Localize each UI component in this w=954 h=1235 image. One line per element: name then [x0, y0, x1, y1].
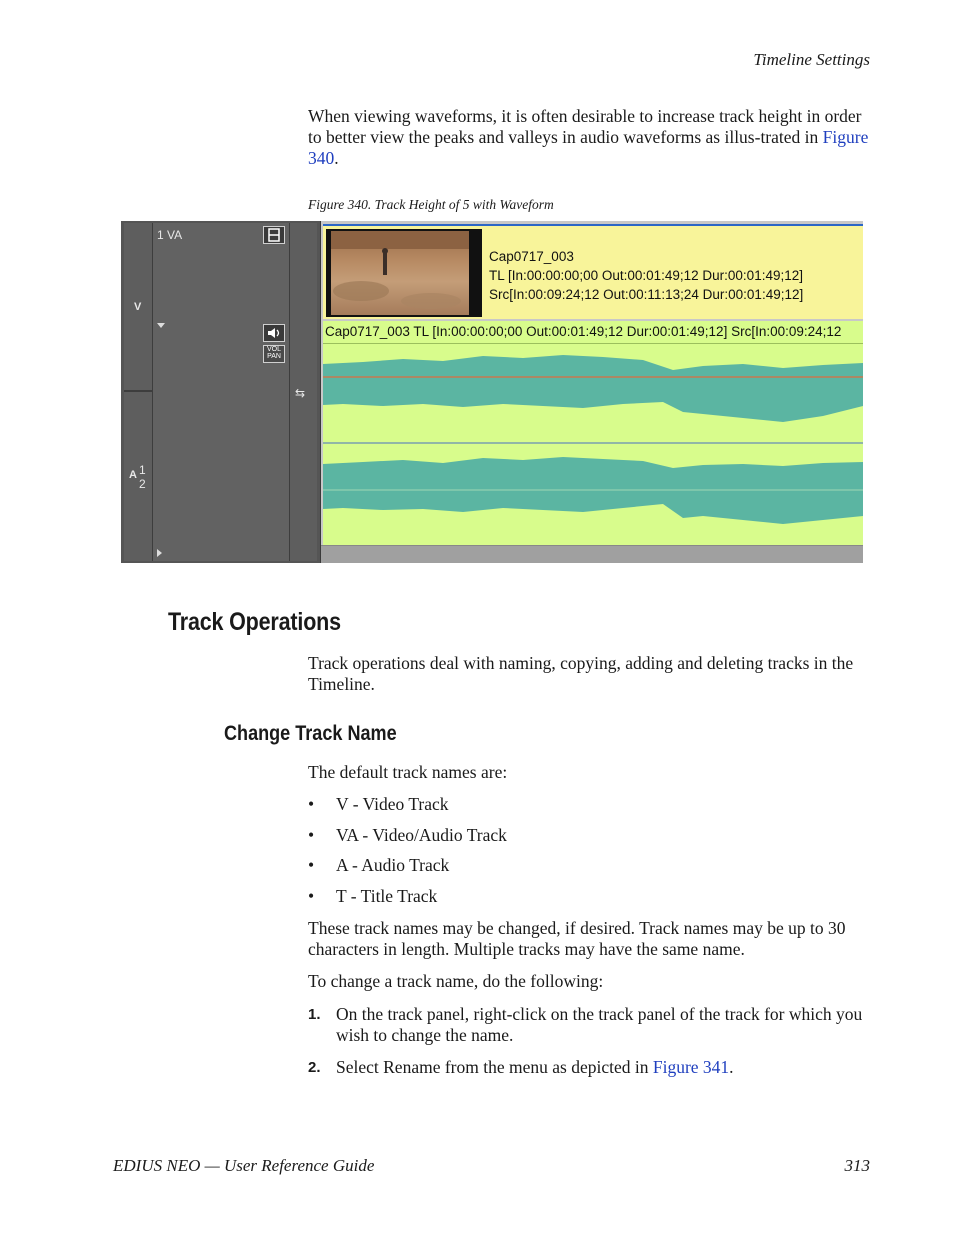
step-number: 1.: [308, 1006, 321, 1023]
list-item-text: VA - Video/Audio Track: [336, 825, 507, 845]
figure-340-link[interactable]: Figure 340: [308, 127, 869, 168]
list-item-text: T - Title Track: [336, 886, 438, 906]
clip-source-info: Src[In:00:09:24;12 Out:00:11:13;24 Dur:00:01:49;12]: [489, 287, 804, 302]
timeline-area: [321, 221, 863, 563]
audio-waveform: [323, 344, 863, 545]
section-paragraph: Track operations deal with naming, copying, adding and deleting tracks in the Timeline.: [308, 653, 854, 694]
clip-name: Cap0717_003: [489, 249, 574, 264]
audio-channel-1: 1: [139, 463, 146, 477]
audio-channel-2: 2: [139, 477, 146, 491]
list-item: • T - Title Track: [308, 886, 438, 906]
intro-text: When viewing waveforms, it is often desirable to increase track height in order to better view the peaks and valleys in audio waveforms as illus-trated in: [308, 106, 862, 147]
timeline-scrollbar[interactable]: [321, 545, 863, 563]
vol-pan-icon[interactable]: VOL PAN: [263, 345, 285, 363]
step-item: [308, 1004, 870, 1046]
names-paragraph: These track names may be changed, if desired. Track names may be up to 30 characters in length. Multiple tracks may have the same name.: [308, 918, 846, 959]
step-number: 2.: [308, 1059, 321, 1076]
expand-arrow-icon[interactable]: [157, 549, 162, 557]
video-clip[interactable]: [323, 224, 863, 319]
track-divider: [124, 390, 152, 392]
track-panel-sync-column: [290, 223, 317, 561]
clip-timeline-info: TL [In:00:00:00;00 Out:00:01:49;12 Dur:00:01:49;12]: [489, 268, 803, 283]
list-item-text: A - Audio Track: [336, 855, 450, 875]
page-number: 313: [844, 1156, 870, 1175]
step-text-end: .: [729, 1057, 734, 1077]
step-text: [336, 1057, 870, 1078]
list-item-text: V - Video Track: [336, 794, 449, 814]
intro-text-end: .: [334, 148, 339, 168]
footer-guide-title: EDIUS NEO — User Reference Guide: [113, 1156, 375, 1175]
step-text-start: Select Rename from the menu as depicted in: [336, 1057, 653, 1077]
track-height-icon[interactable]: [263, 226, 285, 244]
step-item: [308, 1057, 870, 1078]
track-label[interactable]: 1 VA: [157, 228, 183, 242]
subsection-intro: The default track names are:: [308, 762, 508, 782]
clip-thumbnail: [326, 229, 482, 317]
list-item: • VA - Video/Audio Track: [308, 825, 507, 845]
figure-caption: Figure 340. Track Height of 5 with Waveform: [308, 197, 554, 212]
track-panel-channel-column: [124, 223, 153, 561]
track-header[interactable]: [153, 223, 290, 561]
track-panel: [121, 221, 322, 563]
step-text: On the track panel, right-click on the track panel of the track for which you wish to change the name.: [336, 1004, 863, 1045]
link-arrows-icon[interactable]: ⇆: [295, 386, 306, 400]
speaker-icon[interactable]: [263, 324, 285, 342]
section-heading: Track Operations: [168, 608, 341, 636]
video-icon[interactable]: V: [134, 301, 142, 313]
running-header: Timeline Settings: [753, 50, 870, 69]
subsection-heading: Change Track Name: [224, 722, 397, 745]
audio-clip-header: Cap0717_003 TL [In:00:00:00;00 Out:00:01:49;12 Dur:00:01:49;12] Src[In:00:09:24;12: [323, 321, 863, 344]
thumbnail-image: [331, 231, 469, 315]
audio-icon[interactable]: A: [129, 469, 137, 481]
steps-intro: To change a track name, do the following:: [308, 971, 604, 991]
timeline-screenshot: [121, 221, 863, 563]
figure-341-link[interactable]: Figure 341: [652, 1057, 730, 1077]
intro-paragraph: [308, 106, 870, 169]
list-item: • V - Video Track: [308, 794, 449, 814]
audio-clip[interactable]: [323, 321, 863, 545]
list-item: • A - Audio Track: [308, 855, 450, 875]
collapse-arrow-icon[interactable]: [157, 323, 165, 328]
